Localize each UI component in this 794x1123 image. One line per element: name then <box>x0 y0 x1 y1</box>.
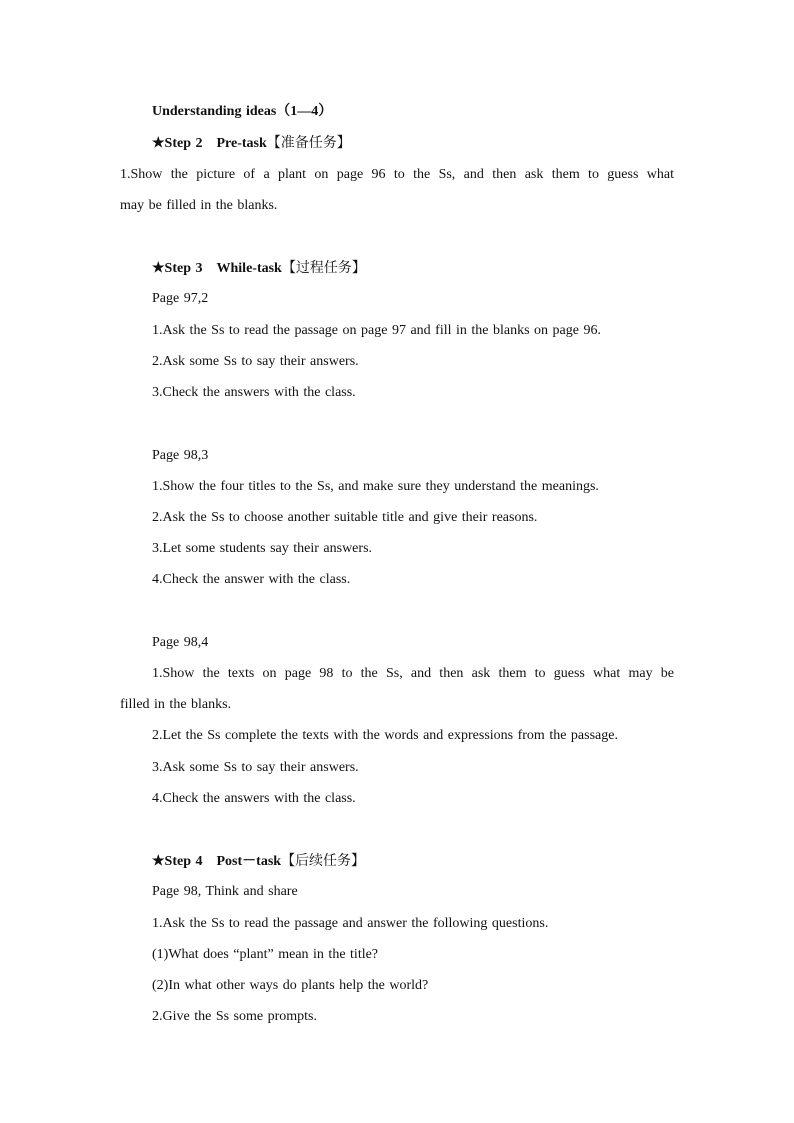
list-item: 2.Give the Ss some prompts. <box>152 1009 317 1024</box>
list-item-line-1: 1.Show the texts on page 98 to the Ss, and then ask them to guess what may be <box>152 666 674 681</box>
step-3-title: While-task <box>216 261 282 276</box>
list-item: 4.Check the answers with the class. <box>152 791 356 806</box>
step-4-cn-title: 【后续任务】 <box>281 853 366 869</box>
step-2-title: Pre-task <box>216 136 267 151</box>
list-item: 2.Let the Ss complete the texts with the words and expressions from the passage. <box>152 728 618 743</box>
list-item: 3.Check the answers with the class. <box>152 385 356 400</box>
list-item: 1.Show the four titles to the Ss, and make sure they understand the meanings. <box>152 479 599 494</box>
step-2-heading <box>152 134 351 153</box>
step-4-heading <box>152 852 365 871</box>
step-2-paragraph-line-2: may be filled in the blanks. <box>120 198 278 213</box>
page-reference: Page 97,2 <box>152 291 209 306</box>
list-item: 2.Ask some Ss to say their answers. <box>152 354 359 369</box>
step-4-label: ★Step 4 <box>152 854 203 869</box>
step-4-title: Post－task <box>216 854 282 869</box>
list-item: 3.Let some students say their answers. <box>152 541 373 556</box>
list-item: (2)In what other ways do plants help the world? <box>152 978 429 993</box>
section-heading: Understanding ideas（1—4） <box>152 104 333 119</box>
list-item: (1)What does “plant” mean in the title? <box>152 947 379 962</box>
list-item: 3.Ask some Ss to say their answers. <box>152 760 359 775</box>
page-reference: Page 98,3 <box>152 448 209 463</box>
step-2-paragraph-line-1: 1.Show the picture of a plant on page 96 to the Ss, and then ask them to guess what <box>120 167 674 182</box>
list-item: 2.Ask the Ss to choose another suitable title and give their reasons. <box>152 510 538 525</box>
page-reference: Page 98, Think and share <box>152 884 298 899</box>
step-2-label: ★Step 2 <box>152 136 203 151</box>
step-3-cn-title: 【过程任务】 <box>281 260 366 276</box>
list-item: 1.Ask the Ss to read the passage on page 97 and fill in the blanks on page 96. <box>152 323 601 338</box>
list-item: 1.Ask the Ss to read the passage and answer the following questions. <box>152 916 549 931</box>
list-item: 4.Check the answer with the class. <box>152 572 351 587</box>
list-item-line-2: filled in the blanks. <box>120 697 232 712</box>
page-reference: Page 98,4 <box>152 635 209 650</box>
step-2-cn-title: 【准备任务】 <box>266 135 351 151</box>
step-3-heading <box>152 259 366 278</box>
step-3-label: ★Step 3 <box>152 261 203 276</box>
